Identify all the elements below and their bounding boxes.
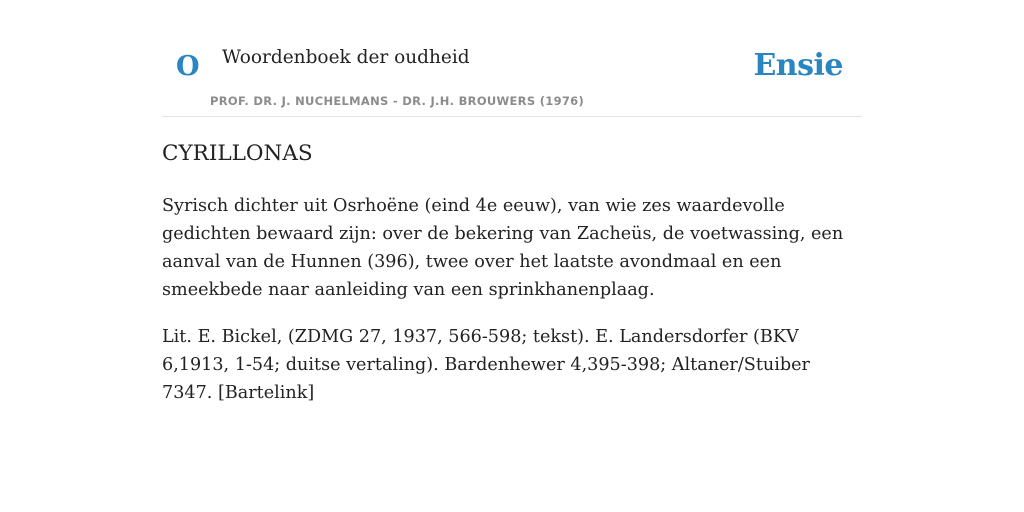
book-title-link[interactable]: Woordenboek der oudheid — [222, 47, 470, 68]
book-header — [162, 40, 862, 117]
entry-literature: Lit. E. Bickel, (ZDMG 27, 1937, 566-598; tekst). E. Landersdorfer (BKV 6,1913, 1-54; duitse vertaling). Bardenhewer 4,395-398; Altaner/Stuiber 7347. [Bartelink] — [162, 327, 810, 403]
entry-title: CYRILLONAS — [162, 141, 313, 166]
ensie-logo-link[interactable]: Ensie — [753, 48, 843, 83]
letter-index-link[interactable]: O — [176, 51, 200, 82]
entry-paragraph: Syrisch dichter uit Osrhoëne (eind 4e eeuw), van wie zes waardevolle gedichten bewaard zijn: over de bekering van Zacheüs, de voetwassing, een aanval van de Hunnen (396), twee over het laatste avondmaal en een smeekbede naar aanleiding van een sprinkhanenplaag. — [162, 196, 844, 300]
book-authors: PROF. DR. J. NUCHELMANS - DR. J.H. BROUWERS (1976) — [210, 94, 585, 108]
